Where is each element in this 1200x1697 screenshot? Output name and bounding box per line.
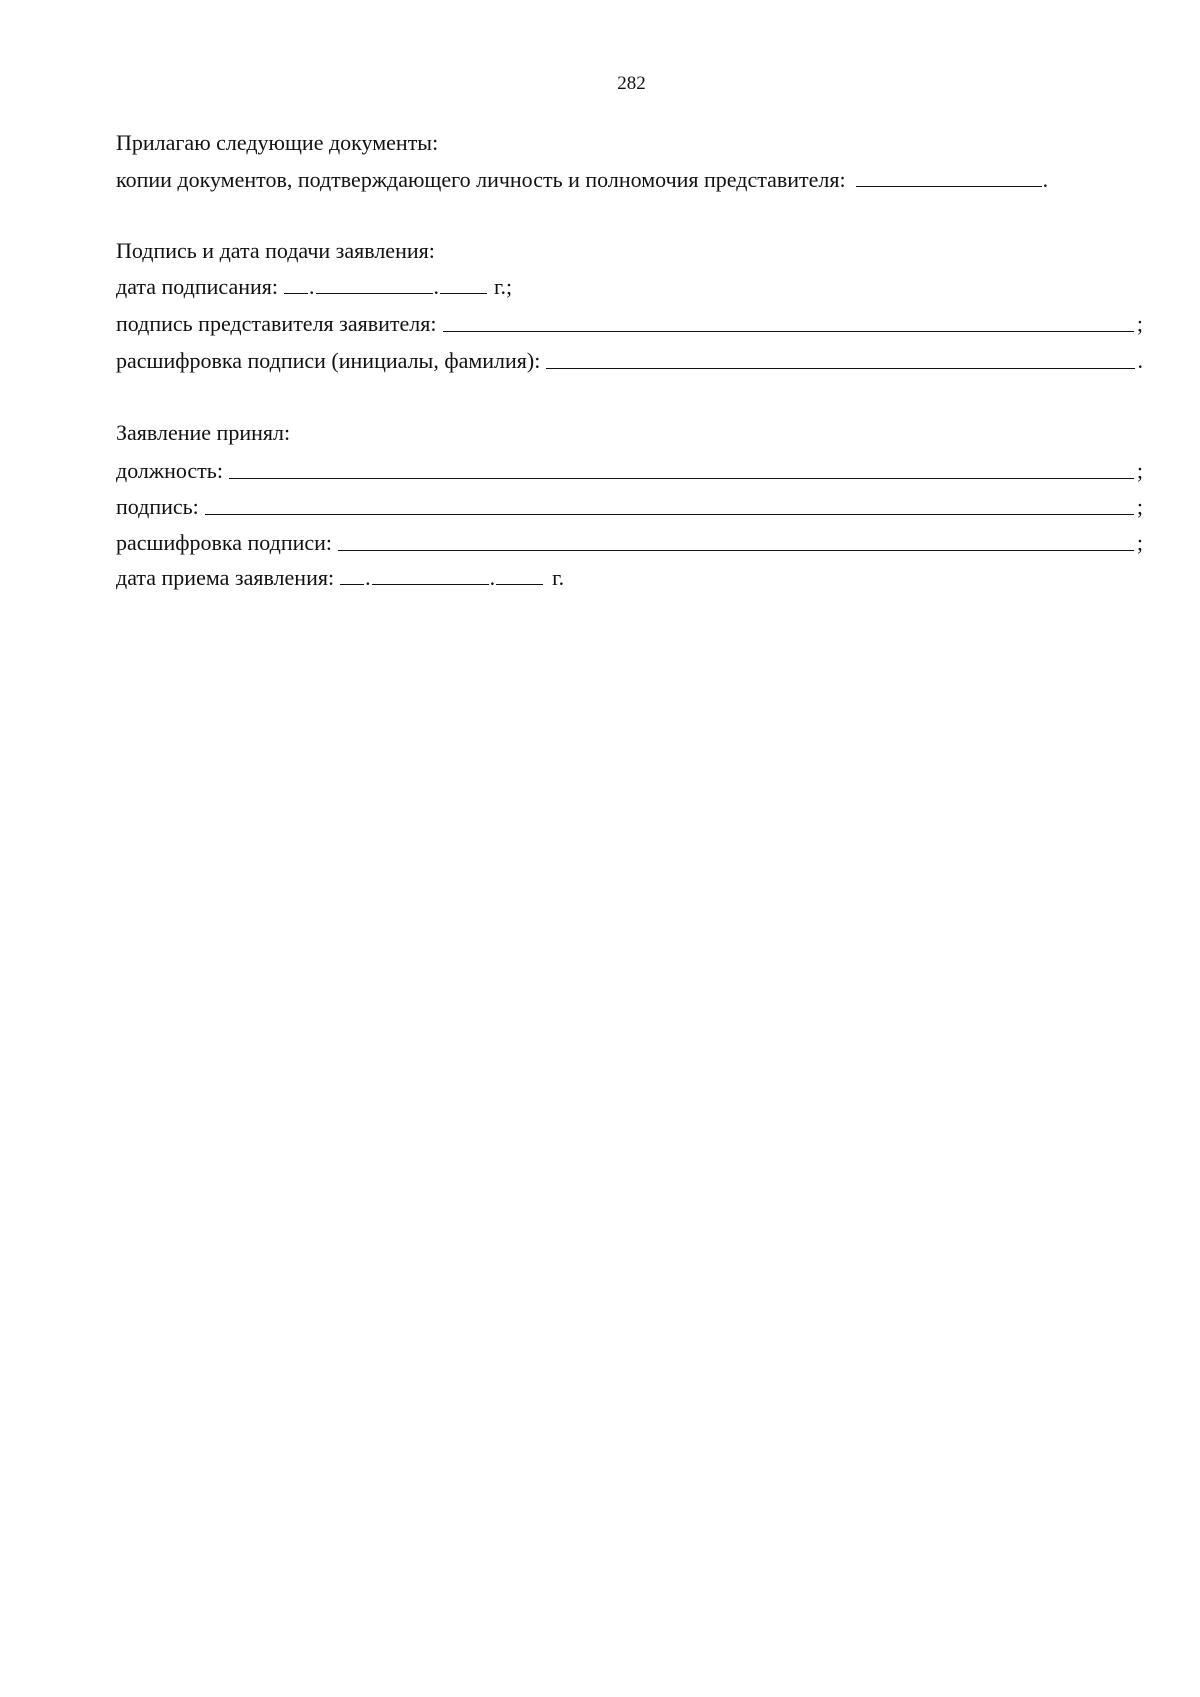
attachments-heading bbox=[116, 128, 1143, 158]
representative-signature-field[interactable] bbox=[443, 309, 1134, 332]
acceptance-date-dot-1: . bbox=[365, 565, 371, 590]
signing-date-year[interactable] bbox=[440, 273, 487, 294]
copies-field[interactable] bbox=[856, 166, 1042, 187]
signature-transcript-label: расшифровка подписи (инициалы, фамилия): bbox=[116, 348, 541, 373]
signature-transcript-row bbox=[116, 345, 1143, 375]
accepter-transcript-end: ; bbox=[1136, 530, 1143, 555]
acceptance-date-field[interactable] bbox=[340, 563, 543, 593]
accepter-signature-field[interactable] bbox=[205, 492, 1134, 515]
position-end: ; bbox=[1136, 458, 1143, 483]
accepter-signature-label: подпись: bbox=[116, 494, 199, 519]
accepter-transcript-label: расшифровка подписи: bbox=[116, 530, 333, 555]
signing-date-day[interactable] bbox=[284, 273, 308, 294]
page-number: 282 bbox=[617, 73, 646, 94]
representative-signature-label: подпись представителя заявителя: bbox=[116, 311, 437, 336]
acceptance-date-label: дата приема заявления: bbox=[116, 565, 335, 590]
signing-date-dot-2: . bbox=[433, 274, 439, 299]
signature-transcript-field[interactable] bbox=[546, 346, 1134, 369]
attachments-heading-text: Прилагаю следующие документы: bbox=[116, 130, 439, 155]
acceptance-date-year[interactable] bbox=[496, 564, 543, 585]
signing-date-field[interactable] bbox=[284, 272, 487, 302]
accepter-transcript-field[interactable] bbox=[338, 528, 1134, 551]
signing-date-suffix: г.; bbox=[494, 274, 513, 299]
representative-signature-row bbox=[116, 308, 1143, 338]
position-row bbox=[116, 455, 1143, 485]
signature-heading bbox=[116, 236, 1143, 266]
acceptance-date-suffix: г. bbox=[552, 565, 565, 590]
acceptance-date-row bbox=[116, 563, 1143, 593]
signature-transcript-end: . bbox=[1137, 348, 1143, 373]
signing-date-row bbox=[116, 272, 1143, 302]
accepter-signature-end: ; bbox=[1136, 494, 1143, 519]
signature-heading-text: Подпись и дата подачи заявления: bbox=[116, 238, 435, 263]
signing-date-label: дата подписания: bbox=[116, 274, 278, 299]
copies-end: . bbox=[1042, 167, 1049, 192]
acceptance-date-month[interactable] bbox=[372, 564, 489, 585]
accepter-transcript-row bbox=[116, 527, 1143, 557]
accepter-signature-row bbox=[116, 491, 1143, 521]
signing-date-dot-1: . bbox=[309, 274, 315, 299]
acceptance-date-day[interactable] bbox=[340, 564, 364, 585]
position-label: должность: bbox=[116, 458, 223, 483]
copies-label: копии документов, подтверждающего личность и полномочия представителя: bbox=[116, 167, 846, 192]
position-field[interactable] bbox=[229, 456, 1134, 479]
accepted-heading-text: Заявление принял: bbox=[116, 420, 291, 445]
acceptance-date-dot-2: . bbox=[489, 565, 496, 590]
accepted-heading bbox=[116, 418, 1143, 448]
signing-date-month[interactable] bbox=[316, 273, 433, 294]
representative-signature-end: ; bbox=[1136, 311, 1143, 336]
copies-row bbox=[116, 165, 1143, 195]
